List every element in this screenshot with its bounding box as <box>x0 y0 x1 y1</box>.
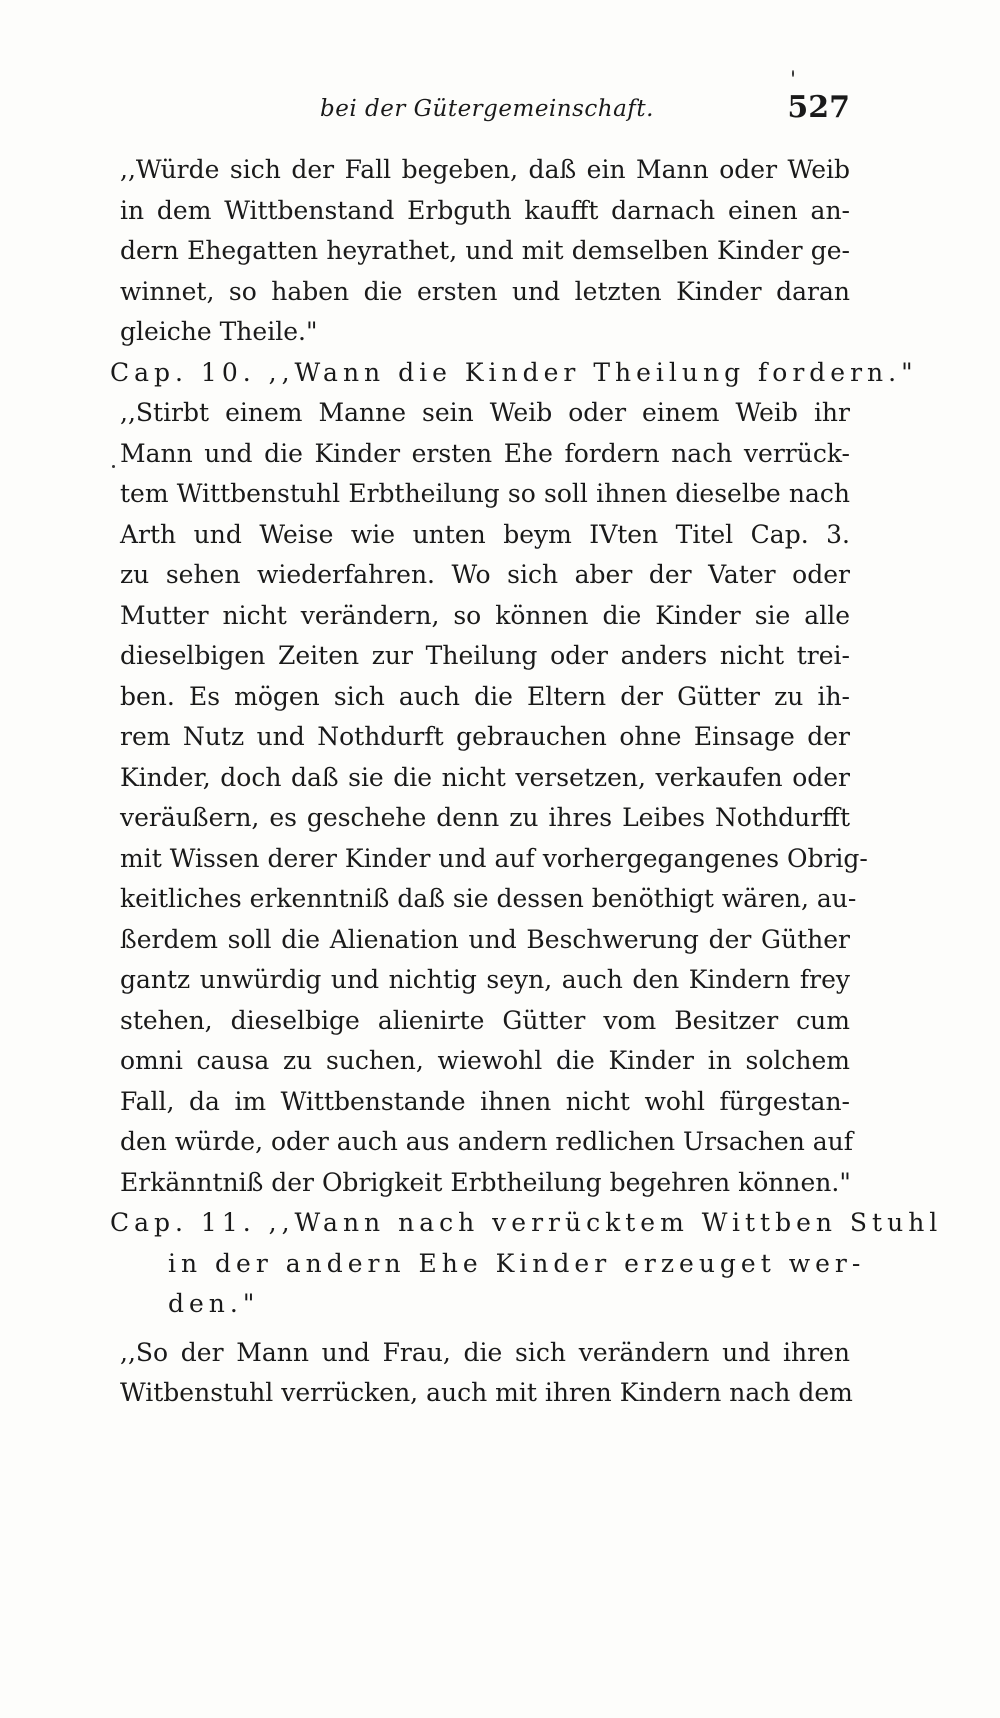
text-line: mit Wissen derer Kinder und auf vorhergegangenes Obrig- <box>120 843 868 873</box>
text-line: Arth und Weise wie unten beym IVten Titel Cap. 3. <box>120 519 850 549</box>
running-head: bei der Gütergemeinschaft. <box>320 96 654 122</box>
text-line: Kinder, doch daß sie die nicht versetzen, verkaufen oder <box>120 762 850 792</box>
body-text <box>110 150 943 1414</box>
page-number: 527 <box>787 90 850 125</box>
text-line: tem Wittbenstuhl Erbtheilung so soll ihnen dieselbe nach <box>120 479 850 508</box>
text-line: dern Ehegatten heyrathet, und mit demselben Kinder ge- <box>120 236 850 265</box>
text-line: Mann und die Kinder ersten Ehe fordern nach verrück- <box>120 438 850 468</box>
text-line: Fall, da im Wittbenstande ihnen nicht wohl fürgestan- <box>120 1086 850 1116</box>
print-speck <box>112 465 115 468</box>
text-line: zu sehen wiederfahren. Wo sich aber der Vater oder <box>120 560 850 589</box>
text-line: gantz unwürdig und nichtig seyn, auch den Kindern frey <box>120 965 850 994</box>
text-line: ,,So der Mann und Frau, die sich verändern und ihren <box>120 1337 850 1367</box>
page-header <box>120 90 850 136</box>
chapter-heading-10: Cap. 10. ,,Wann die Kinder Theilung fordern." <box>110 357 918 387</box>
text-line: Mutter nicht verändern, so können die Kinder sie alle <box>120 600 850 630</box>
chapter-heading-11-cont: in der andern Ehe Kinder erzeuget wer- <box>168 1248 866 1278</box>
text-line: Erkänntniß der Obrigkeit Erbtheilung begehren können." <box>120 1167 851 1197</box>
text-line: den würde, oder auch aus andern redlichen Ursachen auf <box>120 1127 854 1156</box>
text-line: ben. Es mögen sich auch die Eltern der Gütter zu ih- <box>120 681 850 711</box>
text-line: ßerdem soll die Alienation und Beschwerung der Güther <box>120 924 850 954</box>
text-line: Witbenstuhl verrücken, auch mit ihren Kindern nach dem <box>120 1378 853 1407</box>
text-line: dieselbigen Zeiten zur Theilung oder anders nicht trei- <box>120 641 850 670</box>
text-line: omni causa zu suchen, wiewohl die Kinder in solchem <box>120 1046 850 1075</box>
text-line: winnet, so haben die ersten und letzten Kinder daran <box>120 276 850 306</box>
chapter-heading-11: Cap. 11. ,,Wann nach verrücktem Wittben Stuhl <box>110 1208 943 1237</box>
text-line: rem Nutz und Nothdurft gebrauchen ohne Einsage der <box>120 722 850 751</box>
print-speck <box>792 70 794 77</box>
chapter-heading-11-end: den." <box>168 1289 260 1318</box>
text-line: stehen, dieselbige alienirte Gütter vom Besitzer cum <box>120 1005 850 1035</box>
spacer <box>120 1325 850 1333</box>
text-line: gleiche Theile." <box>120 317 318 346</box>
text-line: veräußern, es geschehe denn zu ihres Leibes Nothdurfft <box>120 803 850 832</box>
text-line: ,,Stirbt einem Manne sein Weib oder einem Weib ihr <box>120 398 850 427</box>
text-line: in dem Wittbenstand Erbguth kaufft darnach einen an- <box>120 195 850 225</box>
text-line: ,,Würde sich der Fall begeben, daß ein Mann oder Weib <box>120 155 850 184</box>
text-line: keitliches erkenntniß daß sie dessen benöthigt wären, au- <box>120 884 857 913</box>
